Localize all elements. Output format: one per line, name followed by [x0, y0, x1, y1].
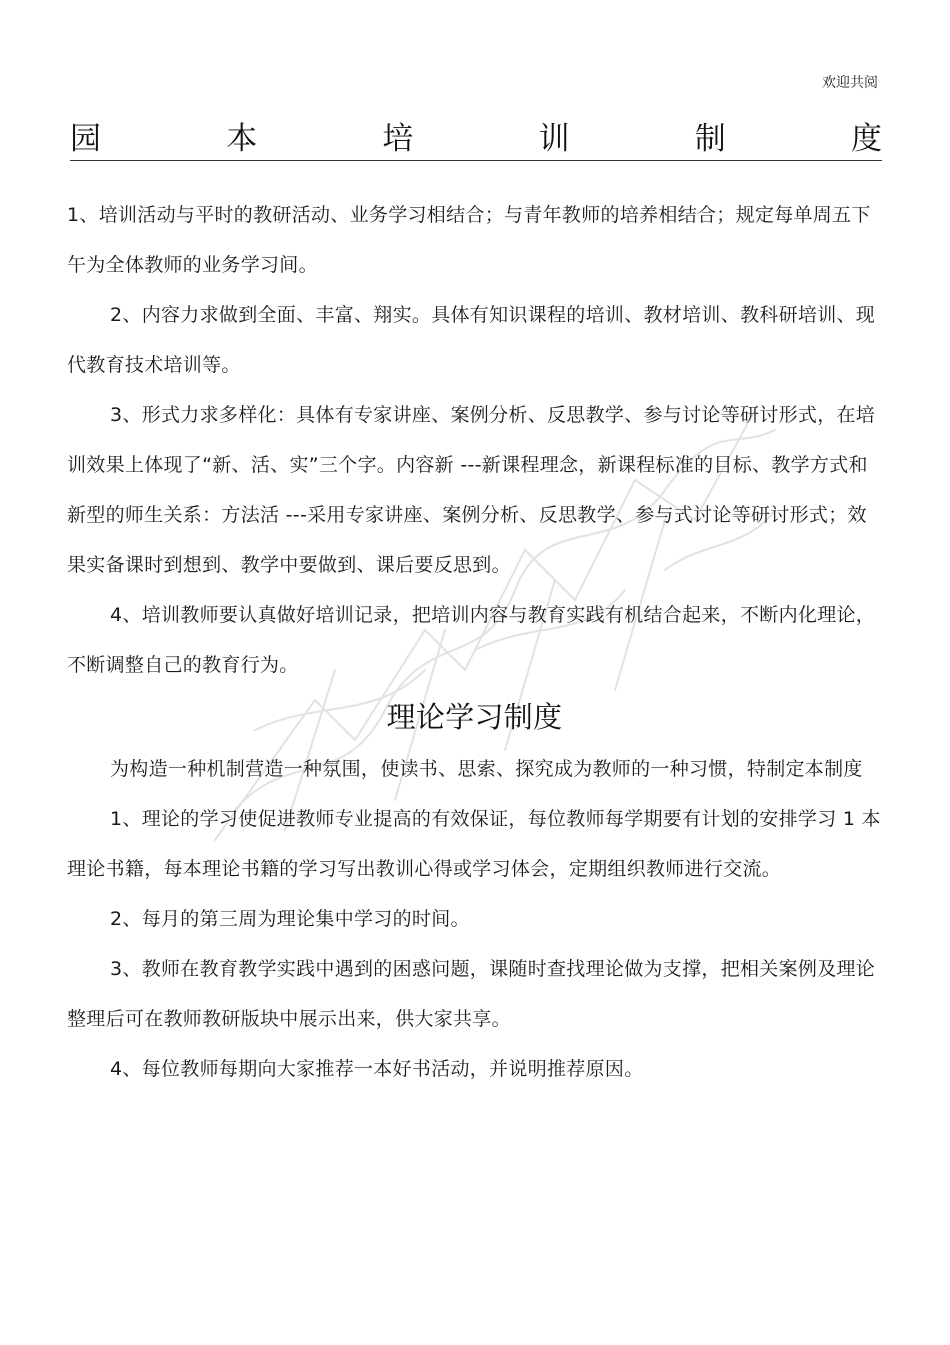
paragraph: 2、内容力求做到全面、丰富、翔实。具体有知识课程的培训、教材培训、教科研培训、现代教育技术培训等。: [67, 304, 876, 376]
paragraph: 4、培训教师要认真做好培训记录，把培训内容与教育实践有机结合起来，不断内化理论，不断调整自己的教育行为。: [67, 604, 876, 676]
paragraph: 1、培训活动与平时的教研活动、业务学习相结合；与青年教师的培养相结合；规定每单周五下午为全体教师的业务学习间。: [67, 204, 871, 276]
page-title: [70, 118, 882, 161]
title-char: 本: [226, 121, 258, 157]
header-note: 欢迎共阅: [822, 75, 878, 91]
document-body: [67, 190, 882, 1094]
title-char: 训: [538, 121, 570, 157]
paragraph: 3、形式力求多样化：具体有专家讲座、案例分析、反思教学、参与讨论等研讨形式，在培训效果上体现了“新、活、实”三个字。内容新 ---新课程理念，新课程标准的目标、教学方式和新型的师生关系：方法活 ---采用专家讲座、案例分析、反思教学、参与式讨论等研讨形式；效果实备课时到想到、教学中要做到、课后要反思到。: [67, 404, 876, 576]
paragraph: 3、教师在教育教学实践中遇到的困惑问题，课随时查找理论做为支撑，把相关案例及理论整理后可在教师教研版块中展示出来，供大家共享。: [67, 958, 876, 1030]
paragraph: 1、理论的学习使促进教师专业提高的有效保证，每位教师每学期要有计划的安排学习 1 本理论书籍，每本理论书籍的学习写出教训心得或学习体会，定期组织教师进行交流。: [67, 808, 881, 880]
intro-paragraph: 为构造一种机制营造一种氛围，使读书、思索、探究成为教师的一种习惯，特制定本制度: [110, 758, 863, 780]
title-char: 园: [70, 121, 101, 157]
title-char: 度: [850, 121, 882, 157]
paragraph: 4、每位教师每期向大家推荐一本好书活动，并说明推荐原因。: [110, 1058, 644, 1080]
title-char: 培: [382, 121, 414, 157]
section-title: 理论学习制度: [386, 700, 563, 734]
paragraph: 2、每月的第三周为理论集中学习的时间。: [110, 908, 470, 930]
title-char: 制: [694, 121, 726, 157]
